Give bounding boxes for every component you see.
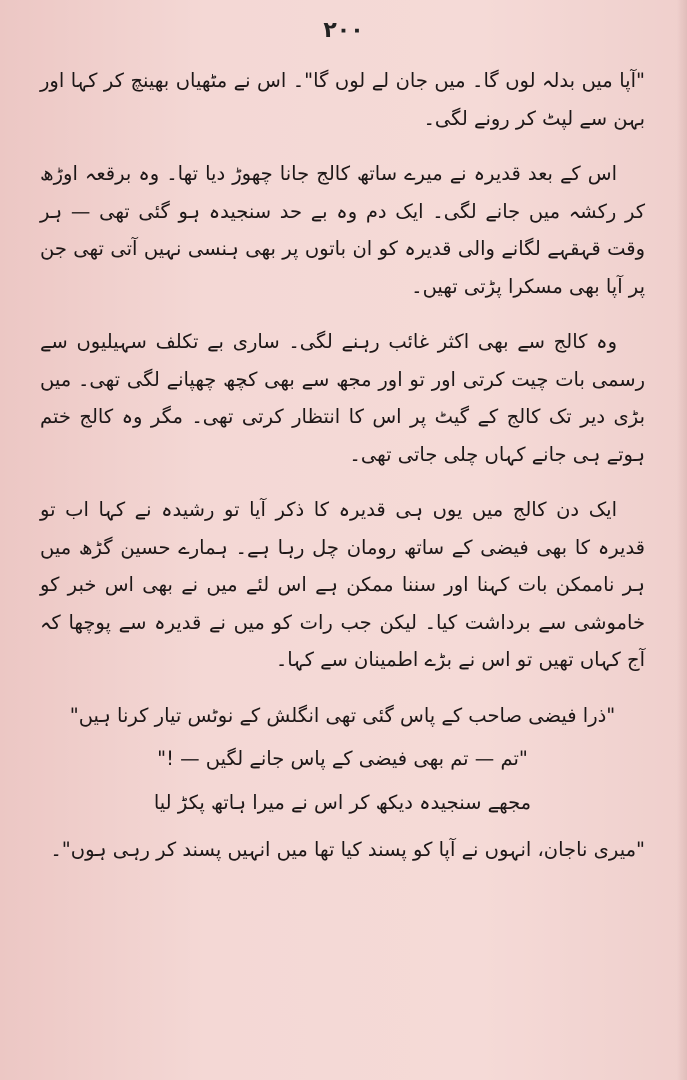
paragraph: اس کے بعد قدیرہ نے میرے ساتھ کالج جانا چھوڑ دیا تھا۔ وہ برقعہ اوڑھ کر رکشہ میں جانے لگی۔ ایک دم وہ بے حد سنجیدہ ہو گئی تھی — ہر وقت قہقہے لگانے والی قدیرہ کو ان باتوں پر بھی ہنسی نہیں آتی تھی جن پر آپا بھی مسکرا پڑتی تھیں۔	[40, 162, 645, 298]
dialogue-line: "ذرا فیضی صاحب کے پاس گئی تھی انگلش کے نوٹس تیار کرنا ہیں"	[69, 703, 616, 727]
dialogue-line: "میری ناجان، انہوں نے آپا کو پسند کیا تھا میں انہیں پسند کر رہی ہوں"۔	[50, 838, 645, 861]
dialogue-line: مجھے سنجیدہ دیکھ کر اس نے میرا ہاتھ پکڑ لیا	[153, 790, 532, 814]
dialogue-block	[40, 697, 645, 869]
page-number: ۲۰۰	[323, 18, 364, 43]
paragraph: "آپا میں بدلہ لوں گا۔ میں جان لے لوں گا"۔ اس نے مٹھیاں بھینچ کر کہا اور بہن سے لپٹ کر رونے لگی۔	[40, 69, 645, 130]
page-body	[40, 62, 645, 875]
paragraph: ایک دن کالج میں یوں ہی قدیرہ کا ذکر آیا تو رشیدہ نے کہا اب تو قدیرہ کا بھی فیضی کے ساتھ رومان چل رہا ہے۔ ہمارے حسین گڑھ میں ہر ناممکن بات کہنا اور سننا ممکن ہے اس لئے میں نے بھی اس خبر کو خاموشی سے برداشت کیا۔ لیکن جب رات کو میں نے قدیرہ سے پوچھا کہ آج کہاں تھیں تو اس نے بڑے اطمینان سے کہا۔	[40, 498, 645, 671]
page-edge-shadow	[677, 0, 687, 1080]
dialogue-line: "تم — تم بھی فیضی کے پاس جانے لگیں — !"	[157, 747, 528, 770]
paragraph: وہ کالج سے بھی اکثر غائب رہنے لگی۔ ساری بے تکلف سہیلیوں سے رسمی بات چیت کرتی اور تو اور مجھ سے بھی کچھ چھپانے لگی تھی۔ میں بڑی دیر تک کالج کے گیٹ پر اس کا انتظار کرتی تھی۔ مگر وہ کالج ختم ہوتے ہی جانے کہاں چلی جاتی تھی۔	[40, 330, 645, 466]
